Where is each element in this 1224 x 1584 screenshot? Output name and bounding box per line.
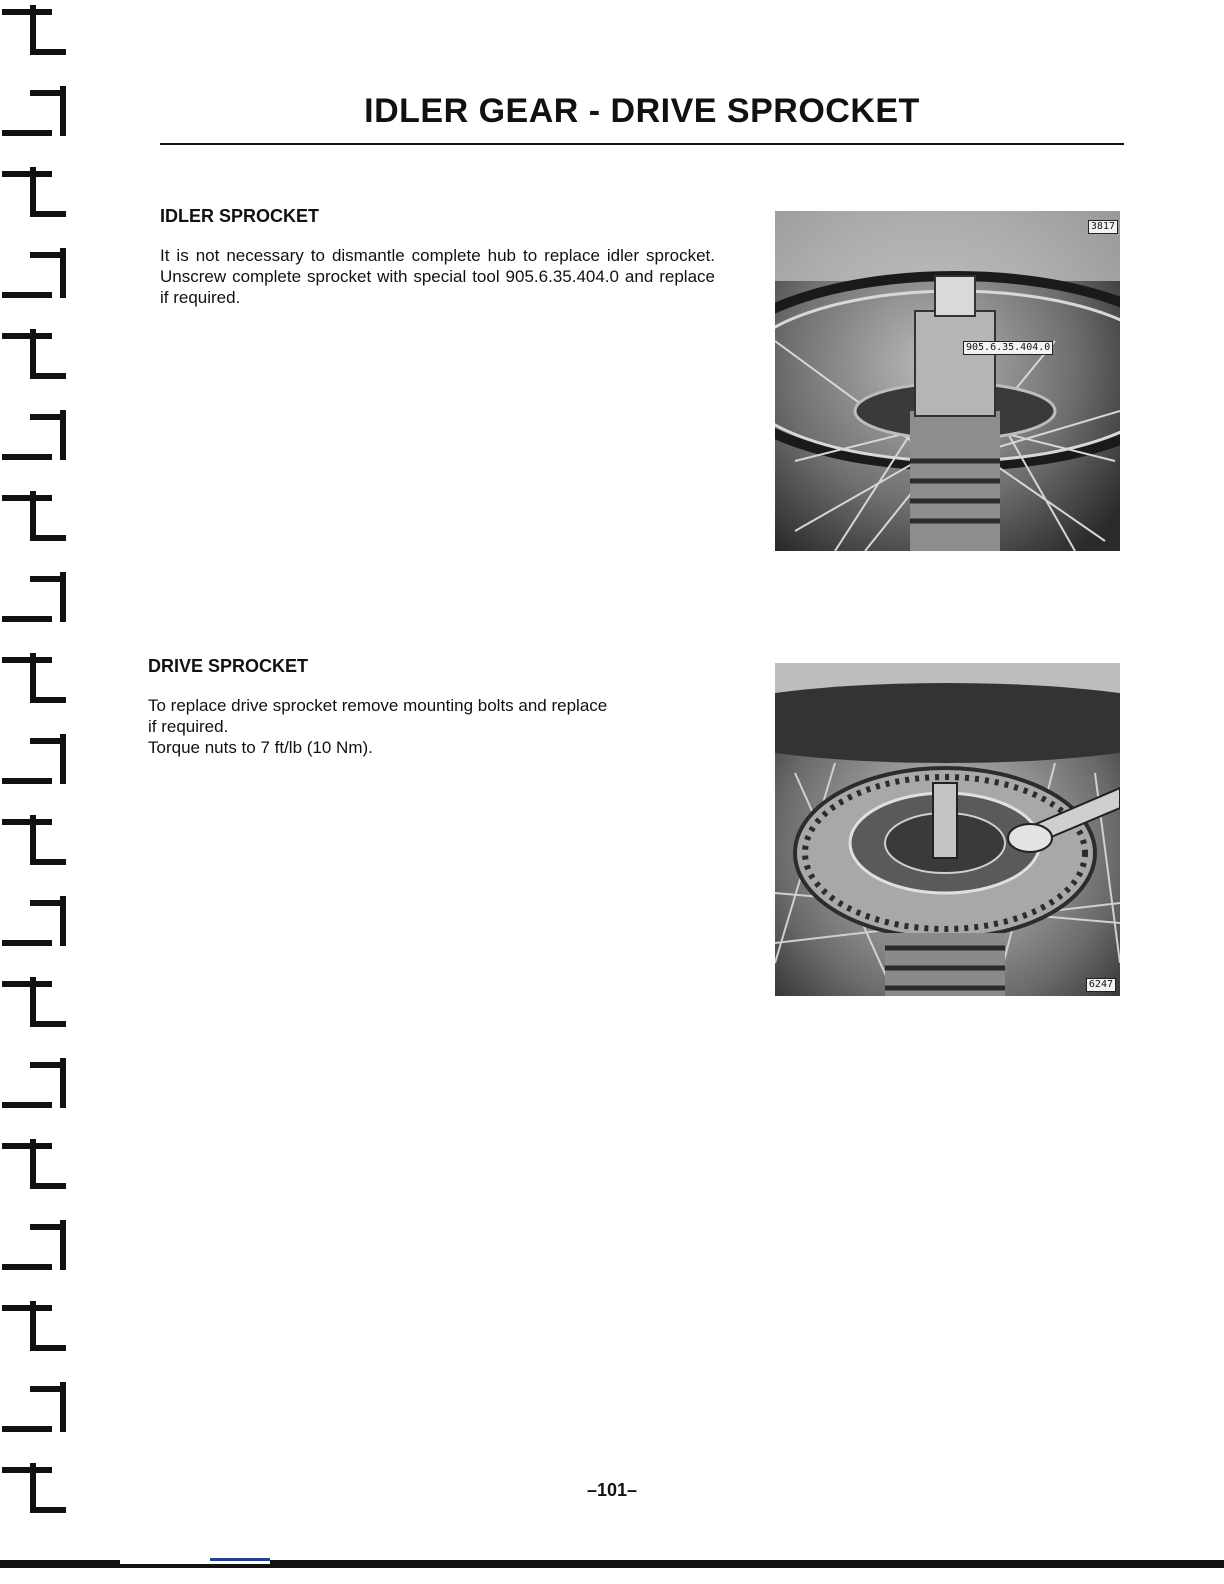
binder-stroke xyxy=(2,657,52,663)
binder-tab-mark xyxy=(0,1139,70,1195)
binder-tab-mark xyxy=(0,653,70,709)
binder-stroke xyxy=(30,414,66,420)
binder-stroke xyxy=(30,1183,66,1189)
binder-tab-mark xyxy=(0,410,70,466)
binder-stroke xyxy=(30,49,66,55)
binder-stroke xyxy=(30,373,66,379)
section-line: To replace drive sprocket remove mounting bolts and replace xyxy=(148,696,608,715)
binder-stroke xyxy=(30,653,36,703)
binder-stroke xyxy=(30,90,66,96)
binder-stroke xyxy=(30,859,66,865)
binder-stroke xyxy=(30,900,66,906)
binder-tab-mark xyxy=(0,86,70,142)
binder-stroke xyxy=(2,1305,52,1311)
binder-tab-mark xyxy=(0,977,70,1033)
binder-stroke xyxy=(30,252,66,258)
page-title: IDLER GEAR - DRIVE SPROCKET xyxy=(364,92,920,130)
binder-stroke xyxy=(30,167,36,217)
page-number: –101– xyxy=(586,1480,638,1500)
binder-tab-mark xyxy=(0,248,70,304)
idler-sprocket-section xyxy=(160,206,715,308)
binder-stroke xyxy=(2,1102,52,1108)
binder-stroke xyxy=(30,491,36,541)
section-heading: DRIVE SPROCKET xyxy=(148,656,309,676)
binder-stroke xyxy=(30,697,66,703)
binder-stroke xyxy=(30,1386,66,1392)
binder-stroke xyxy=(2,981,52,987)
binder-stroke xyxy=(2,1143,52,1149)
binder-stroke xyxy=(30,1507,66,1513)
binder-stroke xyxy=(30,576,66,582)
binder-tab-mark xyxy=(0,572,70,628)
binder-tab-mark xyxy=(0,167,70,223)
binder-tab-mark xyxy=(0,734,70,790)
section-heading: IDLER SPROCKET xyxy=(160,206,320,226)
binder-stroke xyxy=(2,1467,52,1473)
binder-stroke xyxy=(30,211,66,217)
binder-stroke xyxy=(30,1301,36,1351)
binder-stroke xyxy=(2,333,52,339)
binder-tab-mark xyxy=(0,329,70,385)
binder-stroke xyxy=(2,9,52,15)
binder-stroke xyxy=(2,454,52,460)
figure-number-label: 3817 xyxy=(1088,220,1118,234)
binder-stroke xyxy=(2,940,52,946)
binder-stroke xyxy=(30,815,36,865)
binder-tab-mark xyxy=(0,1301,70,1357)
drive-sprocket-section xyxy=(148,656,718,758)
binder-stroke xyxy=(30,535,66,541)
binder-stroke xyxy=(2,171,52,177)
sprocket-photo-illustration xyxy=(775,663,1120,996)
binder-stroke xyxy=(30,1062,66,1068)
binder-stroke xyxy=(30,1224,66,1230)
section-line: Torque nuts to 7 ft/lb (10 Nm). xyxy=(148,738,373,757)
binder-stroke xyxy=(2,495,52,501)
binder-stroke xyxy=(2,616,52,622)
figure-number-label: 6247 xyxy=(1086,978,1116,992)
binder-stroke xyxy=(30,5,36,55)
section-paragraph: It is not necessary to dismantle complete hub to replace idler sprocket. Unscrew complete sprocket with special tool 905.6.35.404.0 and replace if required. xyxy=(160,246,715,307)
title-divider xyxy=(160,143,1124,145)
binder-stroke xyxy=(30,1021,66,1027)
binder-stroke xyxy=(2,819,52,825)
binder-stroke xyxy=(30,329,36,379)
binder-tab-mark xyxy=(0,1220,70,1276)
binder-tab-mark xyxy=(0,1382,70,1438)
binder-stroke xyxy=(30,1345,66,1351)
drive-sprocket-photo xyxy=(775,663,1120,996)
binder-tab-marks xyxy=(0,0,90,1584)
binder-tab-mark xyxy=(0,896,70,952)
binder-tab-mark xyxy=(0,491,70,547)
binder-stroke xyxy=(2,292,52,298)
idler-sprocket-photo xyxy=(775,211,1120,551)
section-line: if required. xyxy=(148,717,229,736)
binder-tab-mark xyxy=(0,815,70,871)
binder-stroke xyxy=(2,130,52,136)
bottom-edge-mark xyxy=(210,1558,270,1561)
binder-stroke xyxy=(30,738,66,744)
wheel-hub-photo-illustration xyxy=(775,211,1120,551)
binder-stroke xyxy=(30,1139,36,1189)
tool-number-label: 905.6.35.404.0 xyxy=(963,341,1053,355)
binder-stroke xyxy=(30,977,36,1027)
binder-stroke xyxy=(2,778,52,784)
binder-tab-mark xyxy=(0,1058,70,1114)
binder-tab-mark xyxy=(0,5,70,61)
binder-stroke xyxy=(2,1264,52,1270)
binder-stroke xyxy=(2,1426,52,1432)
